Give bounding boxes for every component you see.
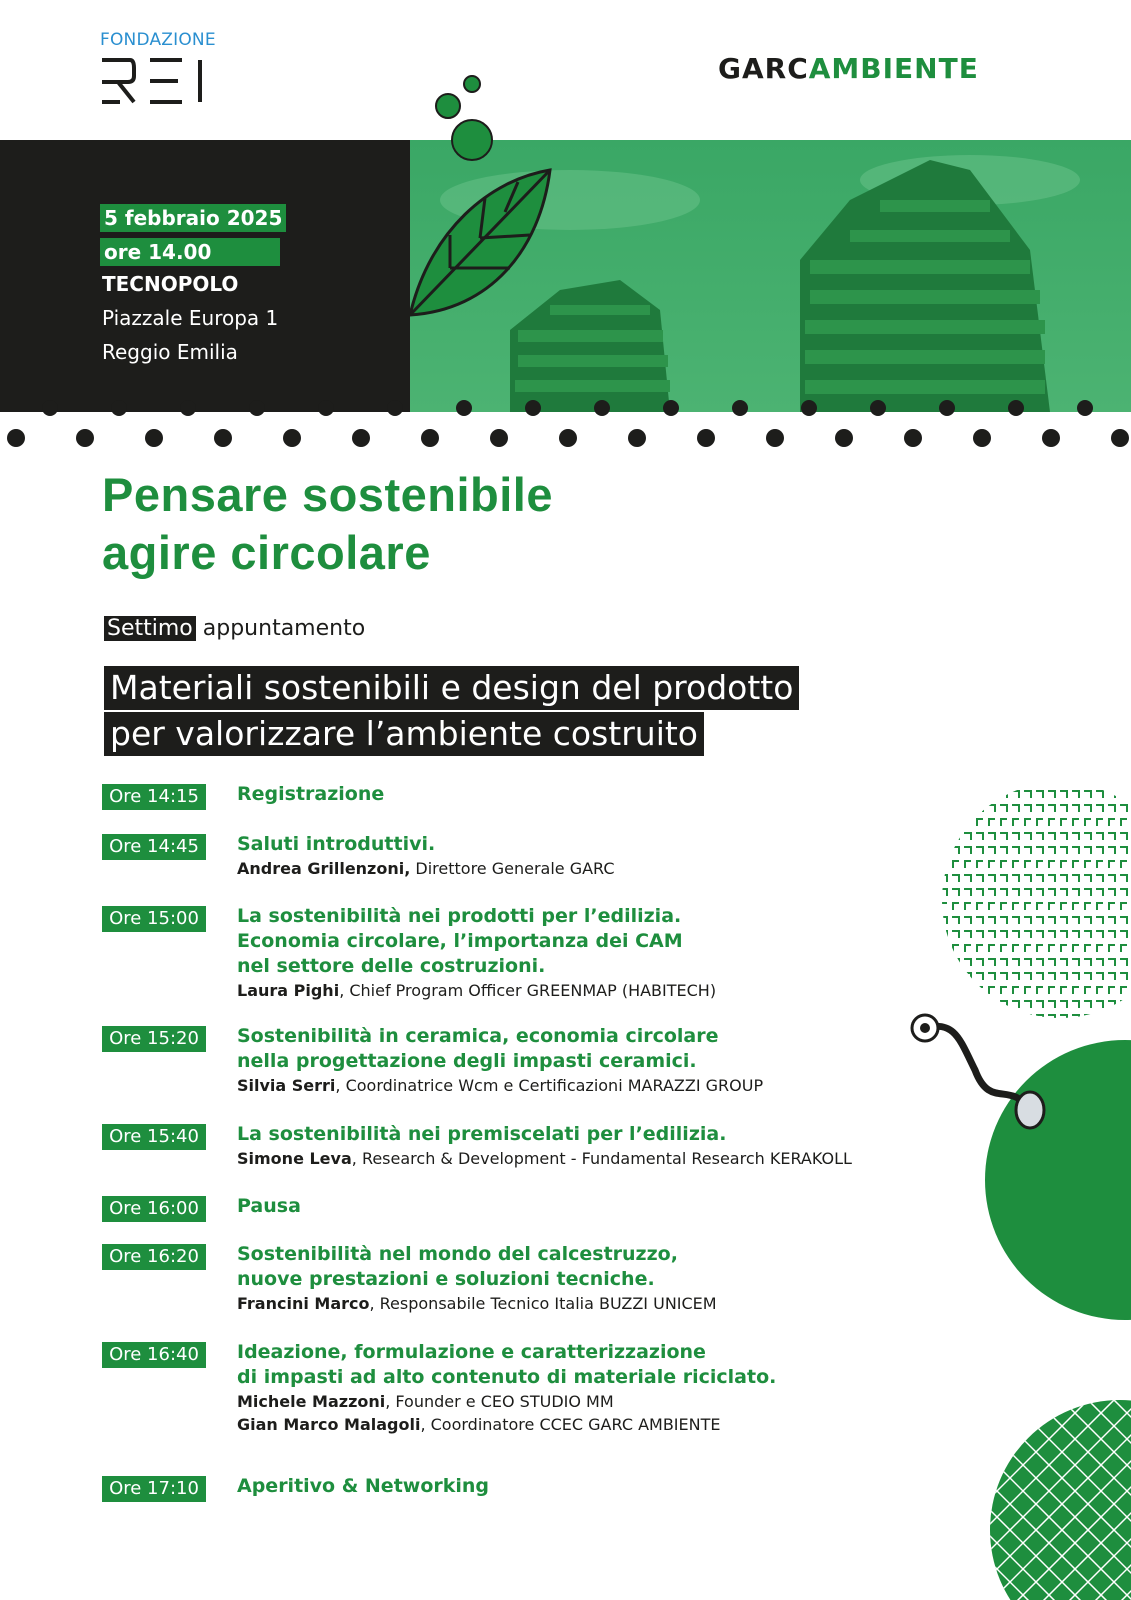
agenda-title-line: Sostenibilità nel mondo del calcestruzzo, — [237, 1243, 678, 1265]
main-title-line-1: Pensare sostenibile — [102, 468, 553, 521]
speaker-name: Andrea Grillenzoni, — [237, 859, 411, 878]
agenda-speaker — [237, 1413, 987, 1436]
agenda-time: Ore 16:20 — [102, 1244, 206, 1270]
speaker-role: , Coordinatrice Wcm e Certificazioni MARAZZI GROUP — [335, 1076, 764, 1095]
edition-rest: appuntamento — [202, 616, 366, 641]
dotted-divider — [0, 400, 1131, 460]
agenda-title-line: Economia circolare, l’importanza dei CAM — [237, 930, 683, 952]
agenda-time: Ore 15:00 — [102, 906, 206, 932]
speaker-role: , Coordinatore CCEC GARC AMBIENTE — [420, 1415, 721, 1434]
main-title-line-2: agire circolare — [102, 526, 431, 579]
speaker-role: Direttore Generale GARC — [410, 859, 615, 878]
agenda-item — [237, 1474, 987, 1499]
agenda-speaker — [237, 1074, 987, 1097]
agenda-title-line: La sostenibilità nei premiscelati per l’edilizia. — [237, 1123, 727, 1145]
agenda-item — [237, 832, 987, 880]
agenda-time: Ore 17:10 — [102, 1476, 206, 1502]
agenda-item — [237, 904, 987, 1002]
agenda-speaker — [237, 979, 987, 1002]
speaker-name: Michele Mazzoni — [237, 1392, 386, 1411]
agenda-speaker — [237, 1292, 987, 1315]
agenda-title-line: Saluti introduttivi. — [237, 833, 436, 855]
rei-logo — [100, 56, 206, 106]
garc-logo-dark: GARC — [718, 52, 809, 85]
agenda-title-line: Registrazione — [237, 783, 385, 805]
agenda-title-line: nella progettazione degli impasti ceramici. — [237, 1050, 697, 1072]
subtitle — [104, 666, 904, 758]
vertical-forest-photo — [410, 140, 1131, 412]
foundation-label: FONDAZIONE — [100, 30, 216, 50]
agenda-title-line: Pausa — [237, 1195, 301, 1217]
agenda-time: Ore 15:20 — [102, 1026, 206, 1052]
speaker-name: Gian Marco Malagoli — [237, 1415, 421, 1434]
event-street: Piazzale Europa 1 — [102, 306, 279, 330]
speaker-role: , Research & Development - Fundamental Research KERAKOLL — [351, 1149, 852, 1168]
speaker-name: Simone Leva — [237, 1149, 352, 1168]
agenda-title-line: Aperitivo & Networking — [237, 1475, 490, 1497]
agenda-item — [237, 1340, 987, 1436]
event-date: 5 febbraio 2025 — [100, 204, 286, 232]
agenda-speaker — [237, 1390, 987, 1413]
agenda-time: Ore 16:00 — [102, 1196, 206, 1222]
event-venue: TECNOPOLO — [102, 272, 239, 296]
agenda-speaker — [237, 1147, 987, 1170]
speaker-role: , Chief Program Officer GREENMAP (HABITECH) — [339, 981, 717, 1000]
edition-label — [104, 616, 365, 641]
agenda-item — [237, 1242, 987, 1315]
agenda-item — [237, 1024, 987, 1097]
agenda-title-line: Sostenibilità in ceramica, economia circolare — [237, 1025, 719, 1047]
agenda-title-line: di impasti ad alto contenuto di materiale riciclato. — [237, 1366, 777, 1388]
event-city: Reggio Emilia — [102, 340, 238, 364]
main-title — [102, 466, 553, 582]
garc-logo-green: AMBIENTE — [808, 52, 979, 85]
garc-ambiente-logo — [718, 52, 979, 85]
subtitle-line-2: per valorizzare l’ambiente costruito — [104, 712, 704, 756]
speaker-role: , Responsabile Tecnico Italia BUZZI UNICEM — [369, 1294, 717, 1313]
speaker-role: , Founder e CEO STUDIO MM — [385, 1392, 614, 1411]
agenda-item — [237, 782, 987, 807]
agenda-title-line: nel settore delle costruzioni. — [237, 955, 546, 977]
agenda-item — [237, 1194, 987, 1219]
agenda-speaker — [237, 857, 987, 880]
agenda-item — [237, 1122, 987, 1170]
agenda-time: Ore 14:15 — [102, 784, 206, 810]
speaker-name: Silvia Serri — [237, 1076, 336, 1095]
agenda-time: Ore 16:40 — [102, 1342, 206, 1368]
agenda-title-line: Ideazione, formulazione e caratterizzazione — [237, 1341, 706, 1363]
agenda-title-line: La sostenibilità nei prodotti per l’edilizia. — [237, 905, 682, 927]
event-time: ore 14.00 — [100, 238, 280, 266]
agenda-time: Ore 15:40 — [102, 1124, 206, 1150]
subtitle-line-1: Materiali sostenibili e design del prodotto — [104, 666, 799, 710]
edition-highlight: Settimo — [104, 616, 196, 641]
agenda-time: Ore 14:45 — [102, 834, 206, 860]
bubbles-decoration — [430, 70, 500, 162]
speaker-name: Laura Pighi — [237, 981, 340, 1000]
speaker-name: Francini Marco — [237, 1294, 370, 1313]
agenda-title-line: nuove prestazioni e soluzioni tecniche. — [237, 1268, 655, 1290]
